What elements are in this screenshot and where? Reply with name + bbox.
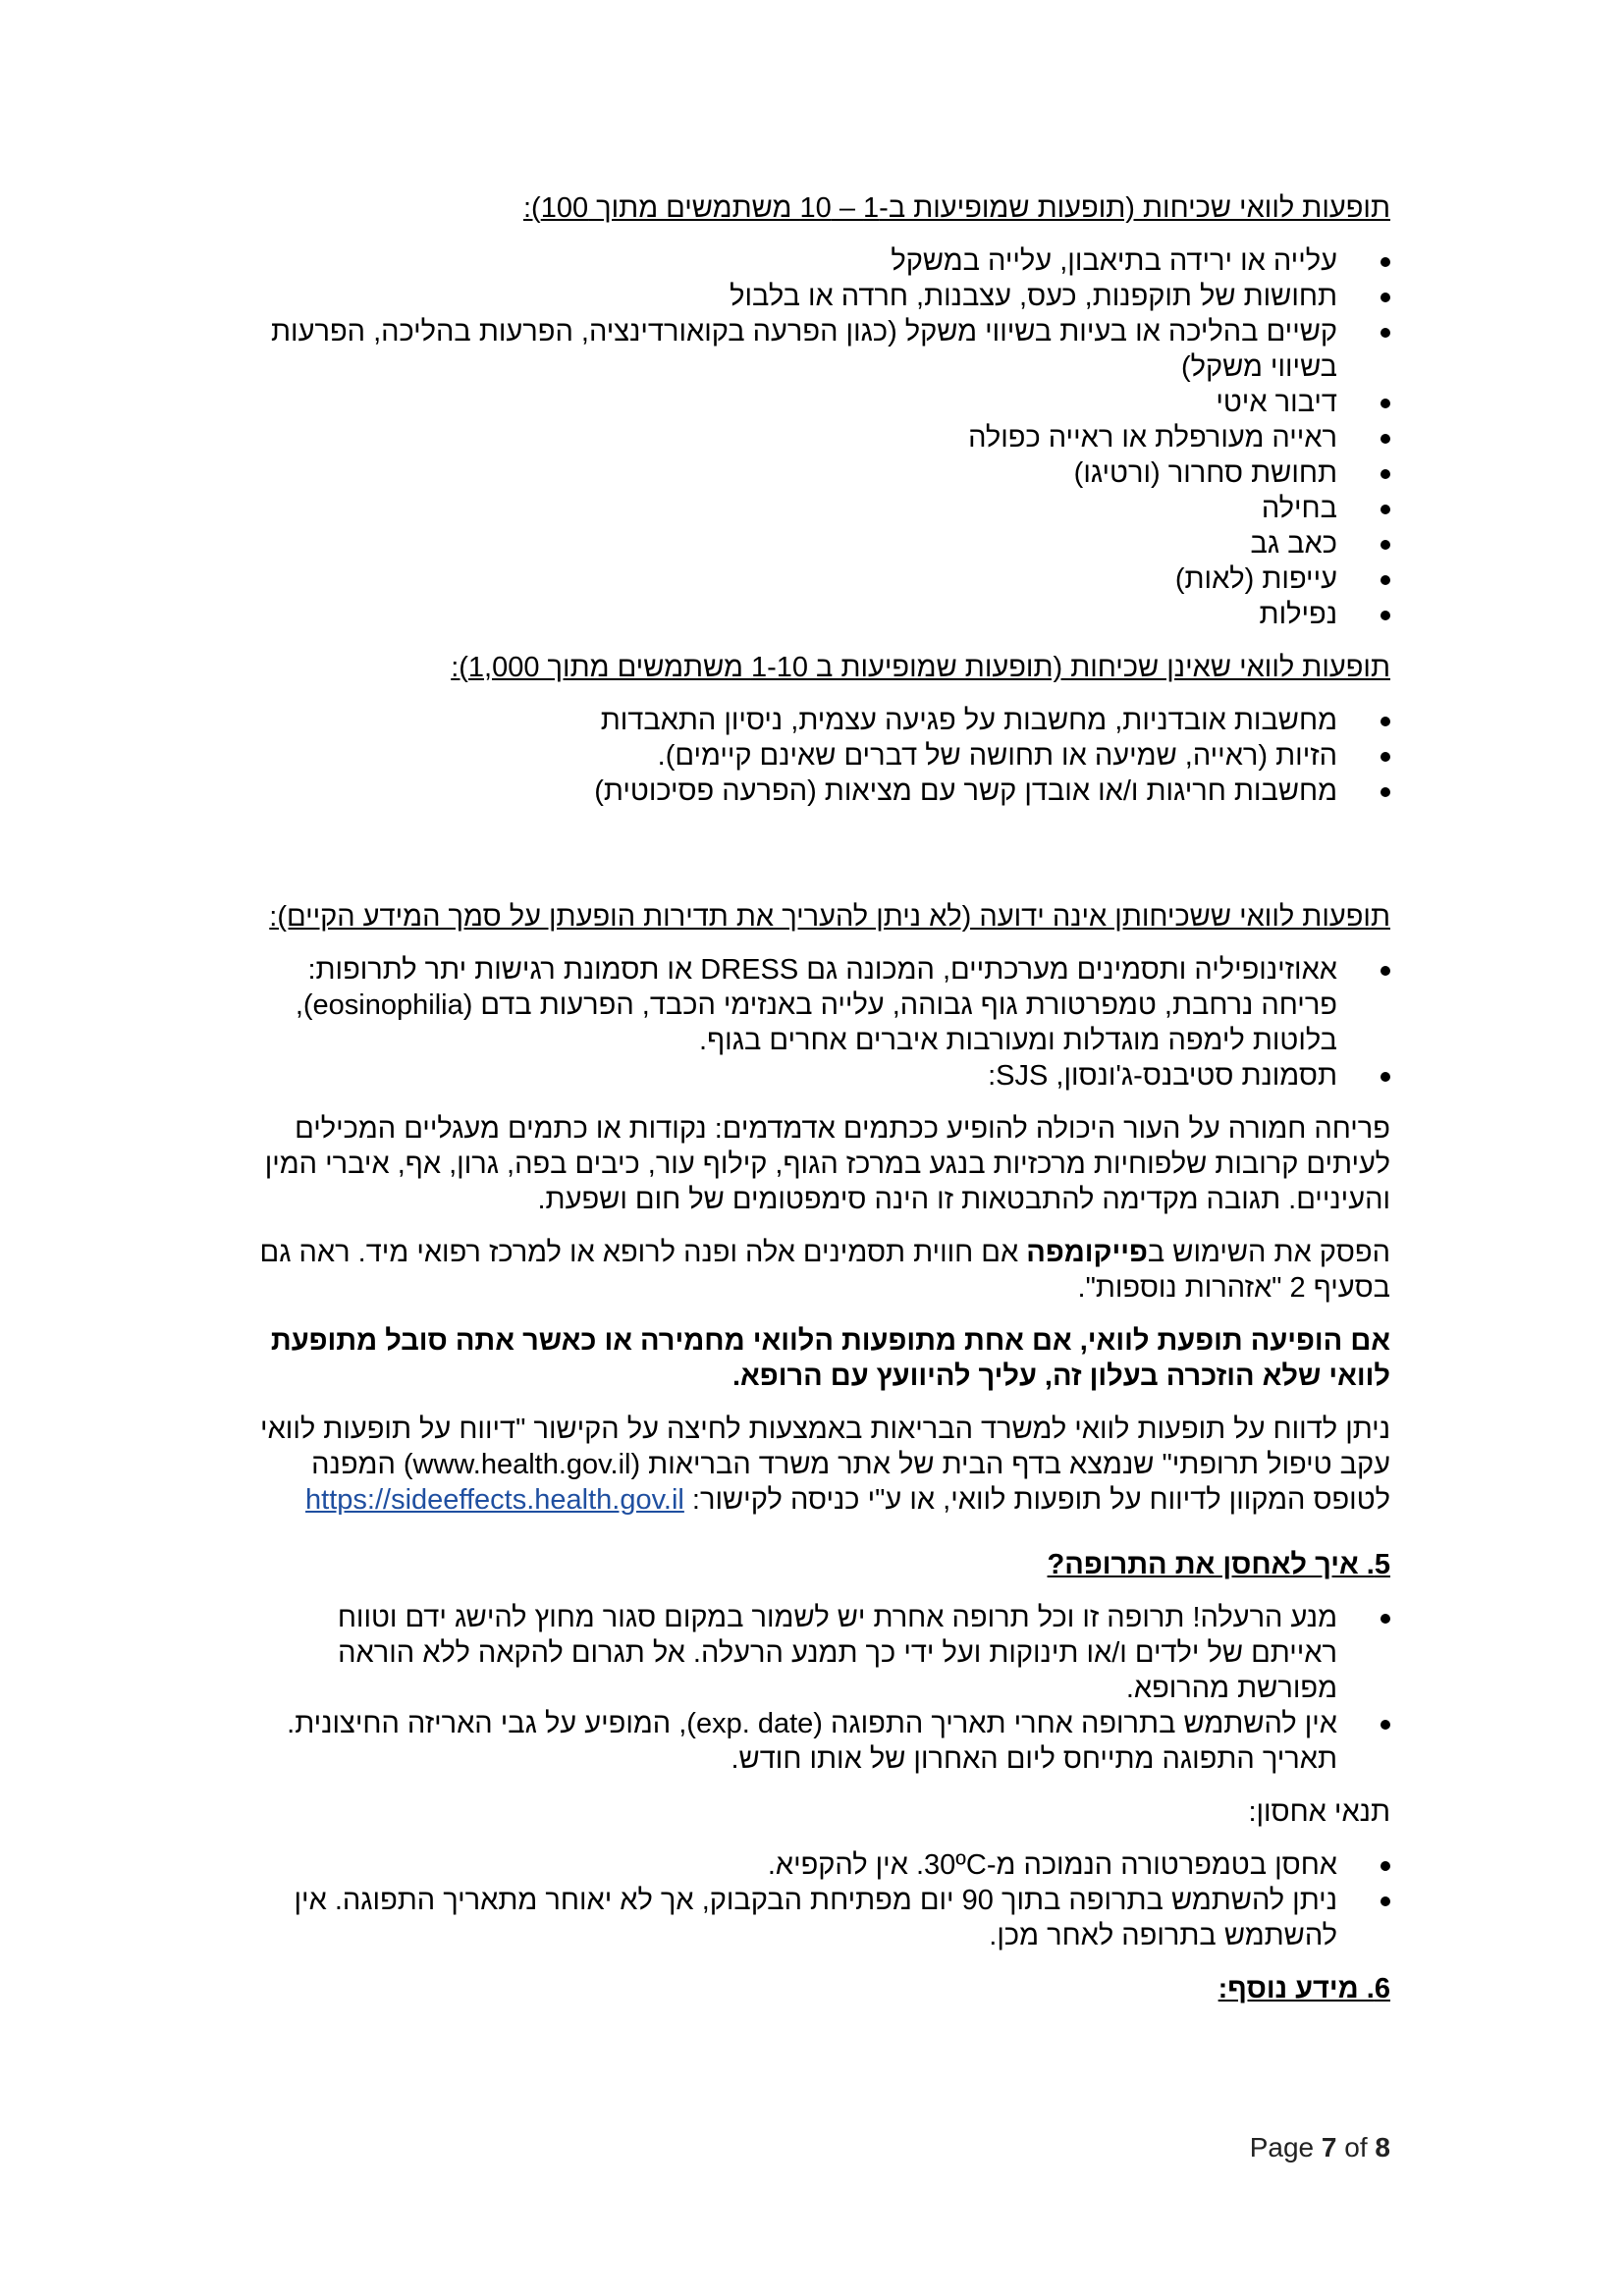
section-6-heading: 6. מידע נוסף:	[1218, 1973, 1390, 2004]
bullet-icon	[1380, 328, 1390, 338]
bullet-icon	[1380, 611, 1390, 620]
storage-list	[244, 1600, 1390, 1777]
bullet-icon	[1380, 575, 1390, 585]
section-5-heading: 5. איך לאחסן את התרופה?	[1047, 1549, 1390, 1580]
bullet-icon	[1380, 717, 1390, 726]
list-item: עלייה או ירידה בתיאבון, עלייה במשקל	[244, 243, 1390, 279]
unknown-frequency-list	[244, 952, 1390, 1094]
uncommon-side-effects-list	[244, 703, 1390, 809]
storage-conditions-label: תנאי אחסון:	[1248, 1796, 1390, 1828]
leaflet-content	[244, 190, 1390, 2006]
bullet-icon	[1380, 399, 1390, 408]
list-item: נפילות	[244, 597, 1390, 632]
bullet-icon	[1380, 1896, 1390, 1906]
bullet-icon	[1380, 1614, 1390, 1624]
bullet-icon	[1380, 1072, 1390, 1082]
list-item: מחשבות אובדניות, מחשבות על פגיעה עצמית, ניסיון התאבדות	[244, 703, 1390, 738]
bullet-icon	[1380, 257, 1390, 267]
bullet-icon	[1380, 469, 1390, 479]
bullet-icon	[1380, 966, 1390, 976]
bullet-icon	[1380, 1861, 1390, 1871]
bullet-icon	[1380, 1720, 1390, 1730]
list-item: הזיות (ראייה, שמיעה או תחושה של דברים שאינם קיימים).	[244, 738, 1390, 774]
bullet-icon	[1380, 752, 1390, 762]
list-item: דיבור איטי	[244, 385, 1390, 420]
list-item: מחשבות חריגות ו/או אובדן קשר עם מציאות (הפרעה פסיכוטית)	[244, 774, 1390, 809]
storage-conditions-list	[244, 1847, 1390, 1953]
list-item: ראייה מעורפלת או ראייה כפולה	[244, 420, 1390, 455]
unknown-frequency-heading: תופעות לוואי ששכיחותן אינה ידועה (לא ניתן להעריך את תדירות הופעתן על סמך המידע הקיים):	[269, 901, 1390, 933]
bullet-icon	[1380, 505, 1390, 514]
sjs-description: פריחה חמורה על העור היכולה להופיע ככתמים אדמדמים: נקודות או כתמים מעגליים המכילים לעיתים קרובות שלפוחיות מרכזיות בנגע במרכז הגוף, קילוף עור, כיבים בפה, גרון, אף, איברי המין והעיניים. תגובה מקדימה להתבטאות זו הינה סימפטומים של חום ושפעת.	[264, 1113, 1390, 1215]
consult-doctor-warning: אם הופיעה תופעת לוואי, אם אחת מתופעות הלוואי מחמירה או כאשר אתה סובל מתופעת לוואי שלא הוזכרה בעלון זה, עליך להיוועץ עם הרופא.	[270, 1325, 1390, 1392]
list-item: אין להשתמש בתרופה אחרי תאריך התפוגה (exp. date), המופיע על גבי האריזה החיצונית. תאריך התפוגה מתייחס ליום האחרון של אותו חודש.	[244, 1706, 1390, 1777]
report-side-effects-paragraph: ניתן לדווח על תופעות לוואי למשרד הבריאות באמצעות לחיצה על הקישור "דיווח על תופעות לוואי עקב טיפול תרופתי" שנמצא בדף הבית של אתר משרד הבריאות (www.health.gov.il) המפנה לטופס המקוון לדיווח על תופעות לוואי, או ע"י כניסה לקישור: https://sideeffects.health.gov.il	[260, 1414, 1390, 1516]
sideeffects-report-link[interactable]: https://sideeffects.health.gov.il	[305, 1484, 684, 1516]
page-number: Page 7 of 8	[1249, 2132, 1390, 2163]
bullet-icon	[1380, 434, 1390, 444]
list-item: אחסן בטמפרטורה הנמוכה מ-30ºC. אין להקפיא.	[244, 1847, 1390, 1883]
list-item: כאב גב	[244, 526, 1390, 561]
list-item: בחילה	[244, 491, 1390, 526]
common-side-effects-list	[244, 243, 1390, 632]
stop-use-paragraph: הפסק את השימוש בפייקומפה אם חווית תסמינים אלה ופנה לרופא או למרכז רפואי מיד. ראה גם בסעיף 2 "אזהרות נוספות".	[259, 1237, 1390, 1304]
bullet-icon	[1380, 293, 1390, 302]
bullet-icon	[1380, 540, 1390, 550]
list-item: קשיים בהליכה או בעיות בשיווי משקל (כגון הפרעה בקואורדינציה, הפרעות בהליכה, הפרעות בשיווי משקל)	[244, 314, 1390, 385]
list-item: תחושות של תוקפנות, כעס, עצבנות, חרדה או בלבול	[244, 279, 1390, 314]
common-side-effects-heading: תופעות לוואי שכיחות (תופעות שמופיעות ב-1 – 10 משתמשים מתוך 100):	[522, 192, 1390, 224]
list-item: אאוזינופיליה ותסמינים מערכתיים, המכונה גם DRESS או תסמונת רגישות יתר לתרופות: פריחה נרחבת, טמפרטורת גוף גבוהה, עלייה באנזימי הכבד, הפרעות בדם (eosinophilia), בלוטות לימפה מוגדלות ומעורבות איברים אחרים בגוף.	[244, 952, 1390, 1058]
list-item: מנע הרעלה! תרופה זו וכל תרופה אחרת יש לשמור במקום סגור מחוץ להישג ידם וטווח ראייתם של ילדים ו/או תינוקות ועל ידי כך תמנע הרעלה. אל תגרום להקאה ללא הוראה מפורשת מהרופא.	[244, 1600, 1390, 1706]
list-item: עייפות (לאות)	[244, 561, 1390, 597]
uncommon-side-effects-heading: תופעות לוואי שאינן שכיחות (תופעות שמופיעות ב 1-10 משתמשים מתוך 1,000):	[451, 652, 1390, 683]
bullet-icon	[1380, 787, 1390, 797]
list-item: ניתן להשתמש בתרופה בתוך 90 יום מפתיחת הבקבוק, אך לא יאוחר מתאריך התפוגה. אין להשתמש בתרופה לאחר מכן.	[244, 1883, 1390, 1953]
drug-name: פייקומפה	[1026, 1237, 1148, 1268]
list-item: תחושת סחרור (ורטיגו)	[244, 455, 1390, 491]
list-item: תסמונת סטיבנס-ג'ונסון, SJS:	[244, 1058, 1390, 1094]
